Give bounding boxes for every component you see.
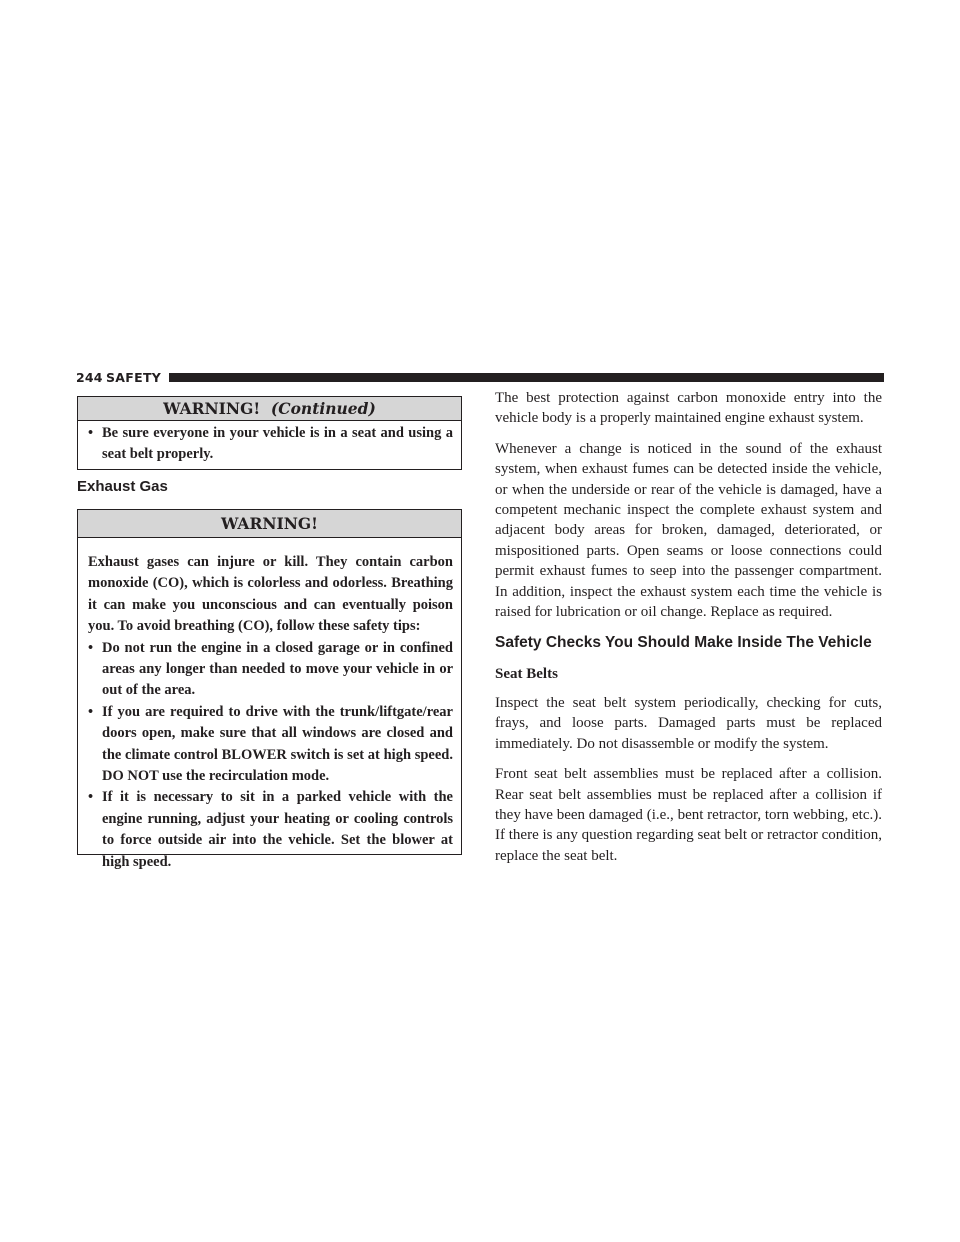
paragraph: Whenever a change is noticed in the sound of the exhaust system, when exhaust fumes can be detected inside the vehicle, or when the underside or rear of the vehicle is damaged, have a competent mechanic inspect the complete exhaust system and adjacent body areas for broken, damaged, deteriorated, or mispositioned parts. Open seams or loose connections could permit exhaust fumes to seep into the passenger compartment. In addition, inspect the exhaust system each time the vehicle is raised for lubrication or oil change. Replace as required. (495, 440, 882, 621)
warning-continued-label: (Continued) (270, 399, 376, 418)
page-header (76, 370, 884, 385)
warning-box-continued (77, 396, 462, 470)
warning-bullet: • Do not run the engine in a closed garage or in confined areas any longer than needed to move your vehicle in or out of the area. (88, 638, 453, 702)
exhaust-gas-heading: Exhaust Gas (77, 478, 168, 495)
warning-body (78, 538, 461, 873)
warning-intro: Exhaust gases can injure or kill. They contain carbon monoxide (CO), which is colorless and odorless. Breathing it can make you unconscious and can eventually poison you. To avoid breathing (CO), follow these safety tips: (88, 554, 453, 635)
warning-box-exhaust (77, 509, 462, 870)
paragraph: Front seat belt assemblies must be replaced after a collision. Rear seat belt assemblies must be replaced after a collision if they have been damaged (i.e., bent retractor, torn webbing, etc.). If there is any question regarding seat belt or retractor condition, replace the seat belt. (495, 766, 882, 864)
safety-checks-heading: Safety Checks You Should Make Inside The Vehicle (495, 634, 872, 652)
warning-bullet: • If it is necessary to sit in a parked vehicle with the engine running, adjust your heating or cooling controls to force outside air into the vehicle. Set the blower at high speed. (88, 787, 453, 873)
section-name: SAFETY (106, 370, 162, 385)
page-number: 244 (76, 370, 103, 385)
warning-bullet: • If you are required to drive with the trunk/liftgate/rear doors open, make sure that all windows are closed and the climate control BLOWER switch is set at high speed. DO NOT use the recirculation mode. (88, 702, 453, 788)
header-rule (169, 373, 884, 382)
right-column (495, 388, 882, 866)
warning-bullet: • Be sure everyone in your vehicle is in a seat and using a seat belt properly. (88, 423, 453, 466)
warning-title: WARNING! (Continued) (78, 397, 461, 421)
warning-title: WARNING! (78, 510, 461, 538)
seat-belts-heading: Seat Belts (495, 666, 558, 683)
paragraph: The best protection against carbon monoxide entry into the vehicle body is a properly maintained engine exhaust system. (495, 390, 882, 427)
paragraph: Inspect the seat belt system periodically, checking for cuts, frays, and loose parts. Damaged parts must be replaced immediately. Do not disassemble or modify the system. (495, 694, 882, 752)
warning-body (78, 421, 461, 466)
